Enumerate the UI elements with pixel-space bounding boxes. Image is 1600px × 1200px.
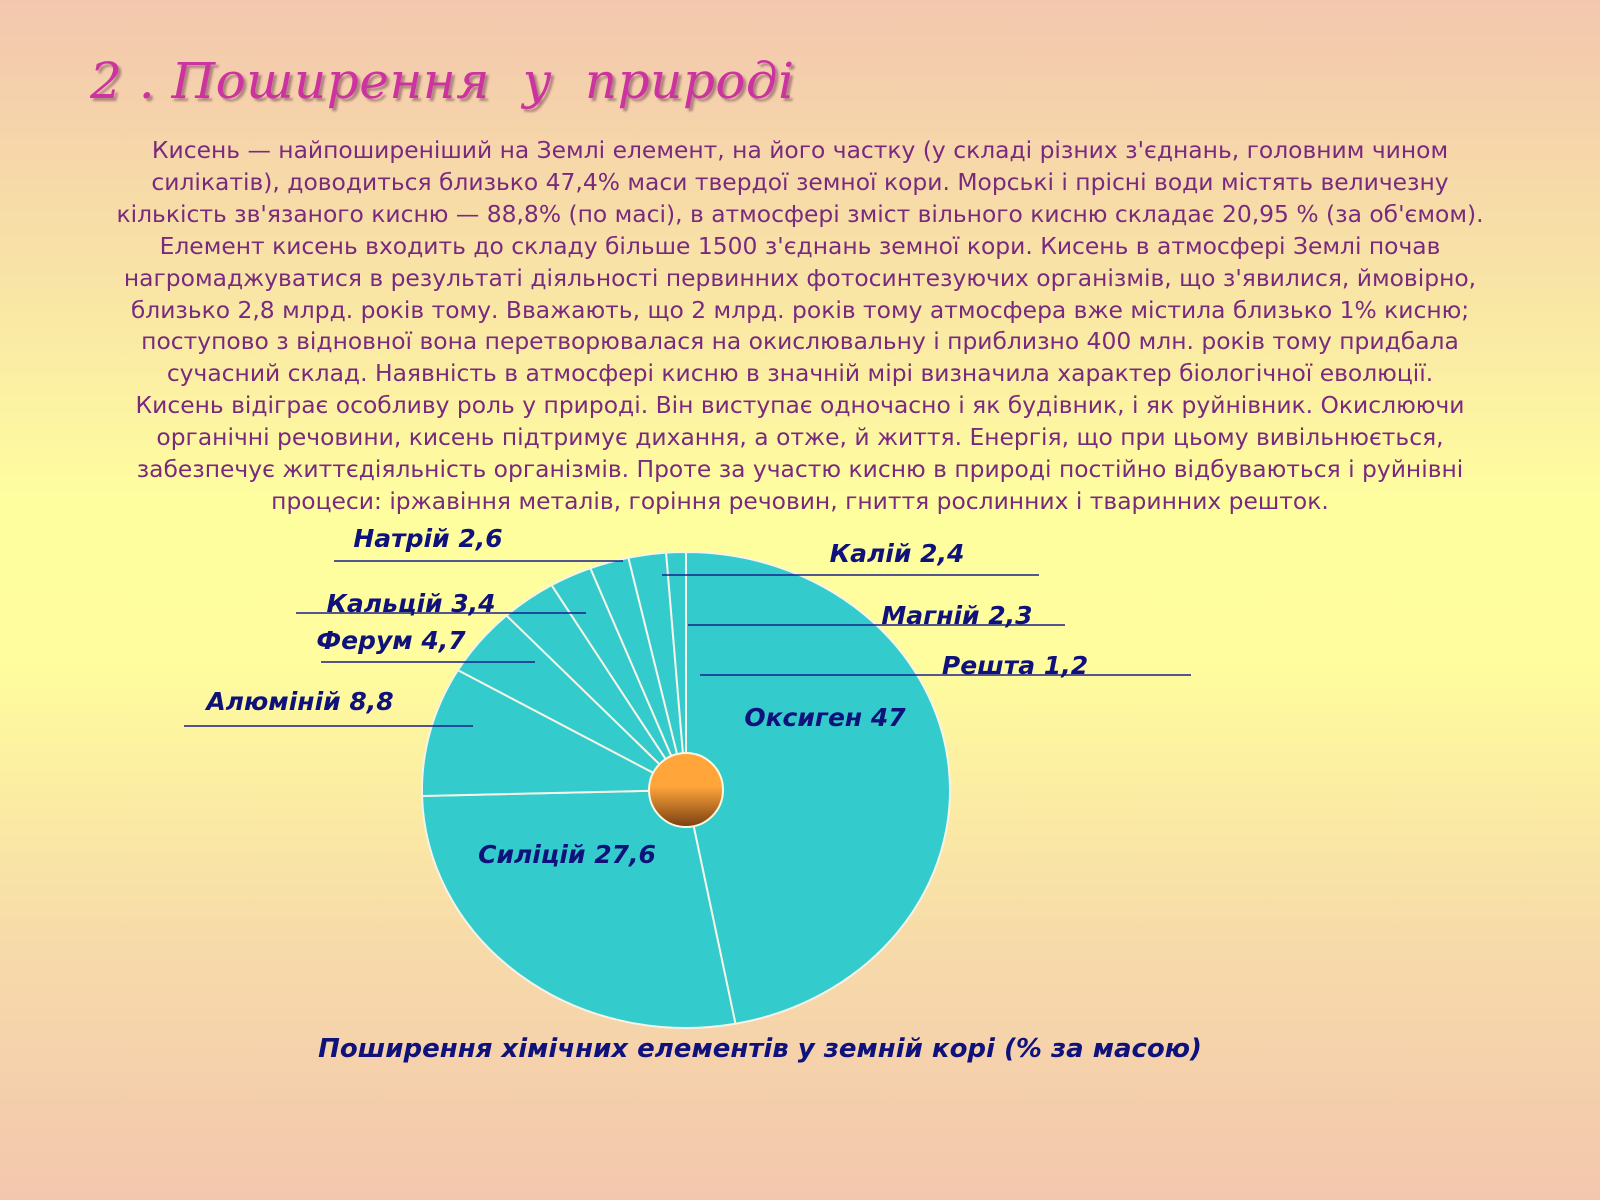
body-line: силікатів), доводиться близько 47,4% маси твердої земної кори. Морські і прісні води містять величезну xyxy=(151,167,1449,196)
body-line: поступово з відновної вона перетворювалася на окислювальну і приблизно 400 млн. років тому придбала xyxy=(141,327,1459,356)
body-line: сучасний склад. Наявність в атмосфері кисню в значній мірі визначила характер біологічної еволюції. xyxy=(166,359,1434,388)
slice-label-Оксиген: Оксиген 47 xyxy=(744,703,906,732)
body-line: Кисень — найпоширеніший на Землі елемент, на його частку (у складі різних з'єднань, головним чином xyxy=(151,136,1449,164)
slice-label-Алюміній: Алюміній 8,8 xyxy=(206,687,394,716)
body-line: Кисень відіграє особливу роль у природі. Він виступає одночасно і як будівник, і як руйнівник. Окислюючи xyxy=(135,391,1465,420)
slice-label-Кальцій: Кальцій 3,4 xyxy=(326,589,496,618)
slice-label-Калій: Калій 2,4 xyxy=(829,539,965,568)
slice-label-Магній: Магній 2,3 xyxy=(881,601,1033,630)
pie-center-hub xyxy=(649,753,723,827)
slice-label-Силіцій: Силіцій 27,6 xyxy=(478,840,656,869)
body-line: кількість зв'язаного кисню — 88,8% (по масі), в атмосфері зміст вільного кисню складає 20,95 % (за об'ємом). xyxy=(116,199,1484,228)
chart-title: Поширення хімічних елементів у земній корі (% за масою) xyxy=(318,1034,1202,1064)
body-line: органічні речовини, кисень підтримує дихання, а отже, й життя. Енергія, що при цьому вивільнюється, xyxy=(156,423,1444,452)
body-line: забезпечує життєдіяльність організмів. Проте за участю кисню в природі постійно відбуваються і руйнівні xyxy=(136,455,1464,484)
body-line: Елемент кисень входить до складу більше 1500 з'єднань земної кори. Кисень в атмосфері Землі почав xyxy=(159,231,1441,260)
body-line: нагромаджуватися в результаті діяльності первинних фотосинтезуючих організмів, що з'явилися, ймовірно, xyxy=(123,263,1477,292)
body-line: близько 2,8 млрд. років тому. Вважають, що 2 млрд. років тому атмосфера вже містила близько 1% кисню; xyxy=(130,295,1470,324)
slice-label-Натрій: Натрій 2,6 xyxy=(353,524,503,553)
slice-label-Ферум: Ферум 4,7 xyxy=(316,626,466,655)
body-line: процеси: іржавіння металів, горіння речовин, гниття рослинних і тваринних решток. xyxy=(271,486,1329,515)
slide-title: 2 . Поширення у природі xyxy=(90,52,795,110)
slice-label-Решта: Решта 1,2 xyxy=(941,651,1089,680)
